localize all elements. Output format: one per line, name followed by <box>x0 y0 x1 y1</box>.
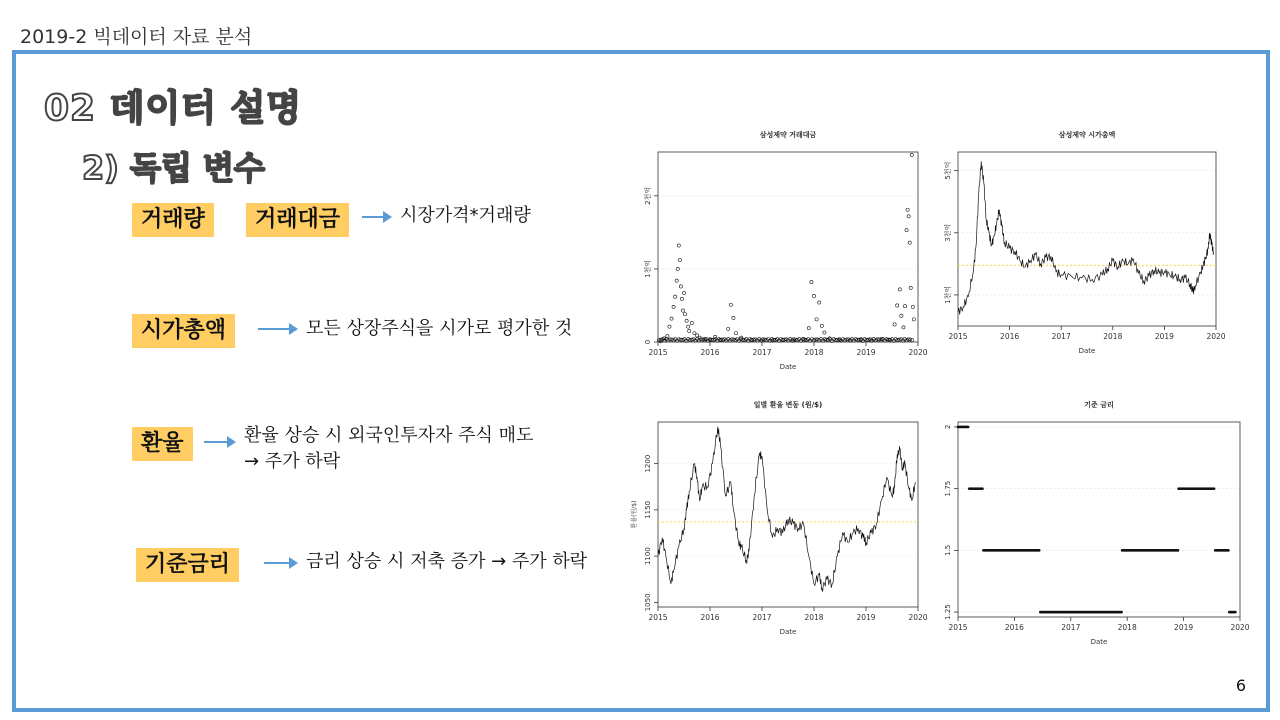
data-point <box>906 208 909 211</box>
x-axis-label: Date <box>779 363 797 371</box>
data-point <box>681 309 684 312</box>
y-tick-label: 2 <box>944 424 952 430</box>
x-tick-label: 2017 <box>1061 623 1081 632</box>
x-tick-label: 2019 <box>1154 332 1174 341</box>
x-tick-label: 2018 <box>1103 332 1123 341</box>
x-axis-label: Date <box>779 628 797 636</box>
y-tick-label: 1천억 <box>944 285 952 304</box>
chart-trade-value <box>620 122 928 377</box>
data-point <box>812 294 815 297</box>
data-point <box>1227 549 1230 552</box>
x-tick-label: 2016 <box>700 613 720 622</box>
arrow-right-icon <box>204 441 234 443</box>
data-point <box>727 327 730 330</box>
x-tick-label: 2016 <box>700 348 720 357</box>
data-point <box>677 244 680 247</box>
data-point <box>679 285 682 288</box>
data-point <box>903 305 906 308</box>
desc-base-rate: 금리 상승 시 저축 증가 → 주가 하락 <box>306 551 588 572</box>
x-tick-label: 2017 <box>1051 332 1071 341</box>
data-point <box>1234 611 1237 614</box>
y-tick-label: 3천억 <box>944 223 952 242</box>
data-point <box>815 318 818 321</box>
chart-title: 삼성제약 시가총액 <box>1058 131 1116 139</box>
data-point <box>911 305 914 308</box>
y-tick-label: 1050 <box>644 593 652 612</box>
data-point <box>981 487 984 490</box>
chart-exchange-rate <box>620 392 928 647</box>
data-point <box>682 291 685 294</box>
data-point <box>1213 487 1216 490</box>
data-point <box>729 303 732 306</box>
data-point <box>672 305 675 308</box>
data-point <box>898 288 901 291</box>
chart-title: 기준 금리 <box>1084 401 1114 409</box>
desc-market-cap: 모든 상장주식을 시가로 평가한 것 <box>306 318 573 339</box>
arrow-right-icon <box>258 328 296 330</box>
data-point <box>967 426 970 429</box>
tag-trade-value: 거래대금 <box>246 203 349 237</box>
plot-frame <box>958 422 1240 617</box>
x-tick-label: 2020 <box>1206 332 1226 341</box>
x-tick-label: 2020 <box>1230 623 1250 632</box>
plot-frame <box>958 152 1216 326</box>
data-point <box>908 241 911 244</box>
data-point <box>688 329 691 332</box>
x-tick-label: 2020 <box>908 348 928 357</box>
page-number: 6 <box>1235 676 1246 695</box>
x-tick-label: 2018 <box>804 613 824 622</box>
y-tick-label: 1150 <box>644 500 652 519</box>
chart-title: 삼성제약 거래대금 <box>759 131 817 139</box>
x-tick-label: 2016 <box>1004 623 1024 632</box>
desc-exchange-rate-1: 환율 상승 시 외국인투자자 주식 매도 <box>244 425 534 446</box>
x-tick-label: 2015 <box>648 613 668 622</box>
y-tick-label: 1.75 <box>944 480 952 497</box>
x-axis-label: Date <box>1078 347 1096 355</box>
y-tick-label: 1200 <box>644 454 652 473</box>
x-tick-label: 2017 <box>752 348 772 357</box>
data-point <box>690 321 693 324</box>
tag-volume: 거래량 <box>132 203 214 237</box>
data-point <box>905 229 908 232</box>
data-point <box>687 325 690 328</box>
data-point <box>896 304 899 307</box>
data-point <box>732 316 735 319</box>
section-title: 02 데이터 설명 <box>44 88 303 129</box>
data-point <box>685 319 688 322</box>
x-tick-label: 2019 <box>856 348 876 357</box>
data-point <box>912 318 915 321</box>
data-point <box>818 301 821 304</box>
tag-market-cap: 시가총액 <box>132 314 235 348</box>
tag-base-rate: 기준금리 <box>136 548 239 582</box>
y-axis-label: 환율(원/$) <box>631 500 638 529</box>
data-series-line <box>658 427 915 592</box>
data-point <box>900 314 903 317</box>
x-tick-label: 2020 <box>908 613 928 622</box>
data-point <box>1038 549 1041 552</box>
data-point <box>680 297 683 300</box>
y-tick-label: 2천억 <box>644 186 652 205</box>
y-tick-label: 1.25 <box>944 604 952 620</box>
data-point <box>909 286 912 289</box>
x-tick-label: 2019 <box>1174 623 1194 632</box>
y-tick-label: 1.5 <box>944 544 952 556</box>
x-tick-label: 2016 <box>1000 332 1020 341</box>
x-axis-label: Date <box>1090 638 1108 646</box>
data-point <box>907 215 910 218</box>
x-tick-label: 2018 <box>804 348 824 357</box>
tag-exchange-rate: 환율 <box>132 427 193 461</box>
section-subtitle: 2) 독립 변수 <box>82 149 265 187</box>
desc-exchange-rate-2: → 주가 하락 <box>244 451 341 472</box>
data-point <box>823 331 826 334</box>
chart-title: 일별 환율 변동 (원/$) <box>753 401 823 409</box>
data-series-line <box>958 161 1213 314</box>
data-point <box>670 317 673 320</box>
x-tick-label: 2015 <box>948 623 968 632</box>
y-tick-label: 5천억 <box>944 161 952 180</box>
y-tick-label: 0 <box>644 339 652 345</box>
x-tick-label: 2019 <box>856 613 876 622</box>
data-point <box>683 313 686 316</box>
data-point <box>893 323 896 326</box>
y-tick-label: 1100 <box>644 547 652 566</box>
arrow-right-icon <box>362 216 390 218</box>
data-point <box>674 295 677 298</box>
data-point <box>678 259 681 262</box>
data-point <box>820 324 823 327</box>
x-tick-label: 2015 <box>948 332 968 341</box>
data-point <box>902 326 905 329</box>
data-point <box>668 325 671 328</box>
y-tick-label: 1천억 <box>644 259 652 278</box>
x-tick-label: 2015 <box>648 348 668 357</box>
arrow-right-icon <box>264 562 296 564</box>
chart-market-cap <box>930 122 1225 367</box>
chart-base-rate <box>930 392 1255 657</box>
x-tick-label: 2017 <box>752 613 772 622</box>
data-point <box>1177 549 1180 552</box>
plot-frame <box>658 152 918 342</box>
data-point <box>1120 611 1123 614</box>
data-point <box>675 279 678 282</box>
data-point <box>810 280 813 283</box>
data-point <box>807 327 810 330</box>
header-title: 2019-2 빅데이터 자료 분석 <box>20 26 253 48</box>
desc-trade-value: 시장가격*거래량 <box>400 205 531 226</box>
data-point <box>734 332 737 335</box>
data-point <box>910 153 913 156</box>
x-tick-label: 2018 <box>1117 623 1137 632</box>
